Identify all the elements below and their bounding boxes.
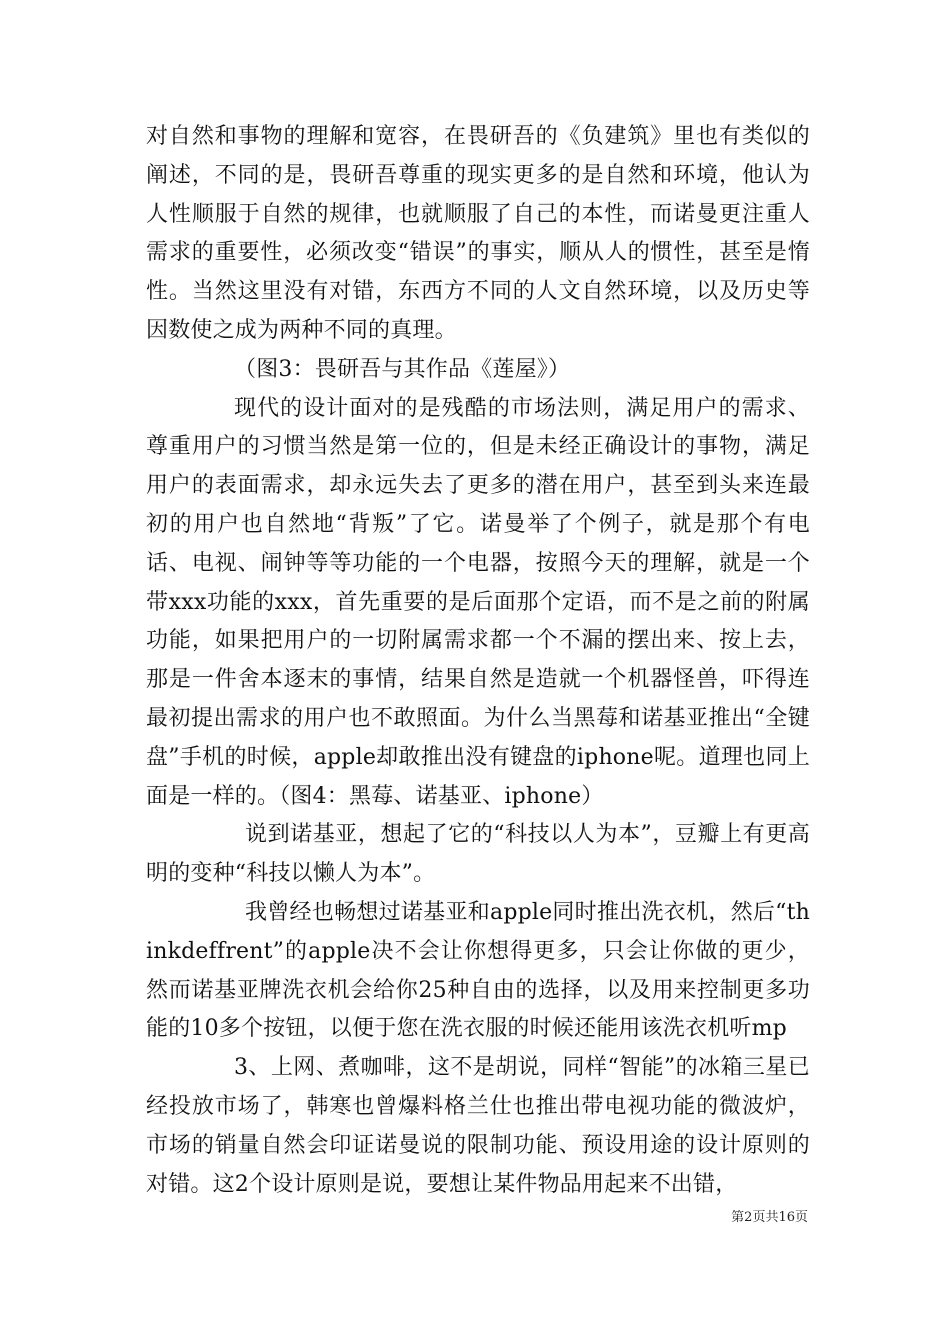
paragraph-3: 说到诺基亚，想起了它的“科技以人为本”，豆瓣上有更高明的变种“科技以懒人为本”。 — [146, 822, 810, 887]
body-text — [146, 118, 810, 1204]
paragraph-1: 对自然和事物的理解和宽容，在畏研吾的《负建筑》里也有类似的阐述，不同的是，畏研吾尊重的现实更多的是自然和环境，他认为人性顺服于自然的规律，也就顺服了自己的本性，而诺曼更注重人需求的重要性，必须改变“错误”的事实，顺从人的惯性，甚至是惰性。当然这里没有对错，东西方不同的人文自然环境，以及历史等因数使之成为两种不同的真理。 — [146, 124, 810, 343]
paragraph-4: 我曾经也畅想过诺基亚和apple同时推出洗衣机，然后“thinkdeffrent”的apple决不会让你想得更多，只会让你做的更少，然而诺基亚牌洗衣机会给你25种自由的选择，以及用来控制更多功能的10多个按钮，以便于您在洗衣服的时候还能用该洗衣机听mp — [146, 899, 810, 1042]
paragraph-2: 现代的设计面对的是残酷的市场法则，满足用户的需求、尊重用户的习惯当然是第一位的，但是未经正确设计的事物，满足用户的表面需求，却永远失去了更多的潜在用户，甚至到头来连最初的用户也自然地“背叛”了它。诺曼举了个例子，就是那个有电话、电视、闹钟等等功能的一个电器，按照今天的理解，就是一个带xxx功能的xxx，首先重要的是后面那个定语，而不是之前的附属功能，如果把用户的一切附属需求都一个不漏的摆出来、按上去，那是一件舍本逐末的事情，结果自然是造就一个机器怪兽，吓得连最初提出需求的用户也不敢照面。为什么当黑莓和诺基亚推出“全键盘”手机的时候，apple却敢推出没有键盘的iphone呢。道理也同上面是一样的。（图4：黑莓、诺基亚、iphone） — [146, 395, 810, 809]
figure-caption-3: （图3：畏研吾与其作品《莲屋》） — [234, 356, 571, 382]
page-number-footer: 第2页共16页 — [731, 1210, 808, 1225]
paragraph-5: 3、上网、煮咖啡，这不是胡说，同样“智能”的冰箱三星已经投放市场了，韩寒也曾爆料格兰仕也推出带电视功能的微波炉，市场的销量自然会印证诺曼说的限制功能、预设用途的设计原则的对错。这2个设计原则是说，要想让某件物品用起来不出错， — [146, 1055, 810, 1197]
